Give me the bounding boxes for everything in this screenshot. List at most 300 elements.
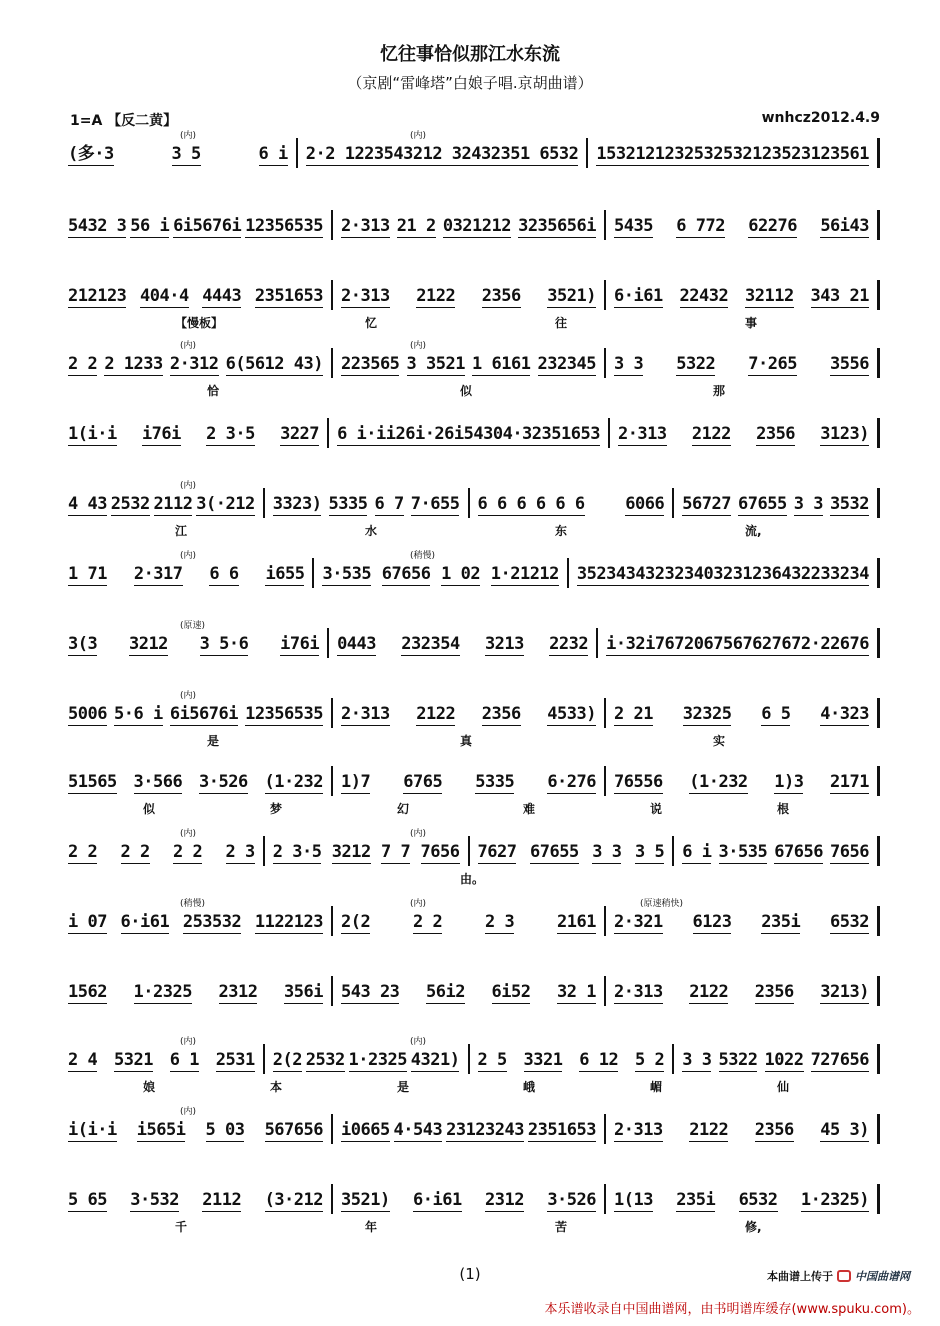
note-group: 4 43 bbox=[68, 494, 107, 514]
note-group: 2 3 bbox=[485, 912, 515, 932]
note-group: 51565 bbox=[68, 772, 117, 792]
note-group: 3(3 bbox=[68, 634, 98, 654]
note-group: 56i43 bbox=[820, 216, 869, 236]
lyric-char: 实 bbox=[713, 734, 726, 748]
lyric-char: 东 bbox=[555, 524, 568, 538]
barline bbox=[877, 348, 880, 378]
note-group: 543 23 bbox=[341, 982, 400, 1002]
lyric-char: 似 bbox=[143, 802, 156, 816]
lyric-char: 娘 bbox=[143, 1080, 156, 1094]
lyric-char: 梦 bbox=[270, 802, 283, 816]
note-group: 12356535 bbox=[245, 216, 323, 236]
lyric-char: 往 bbox=[555, 316, 568, 330]
measure bbox=[333, 700, 604, 726]
measure bbox=[265, 838, 468, 864]
score-line bbox=[60, 1046, 880, 1072]
measure bbox=[569, 560, 877, 586]
note-group: 2(2 bbox=[341, 912, 371, 932]
note-group: 5 65 bbox=[68, 1190, 107, 1210]
note-group: 2 1233 bbox=[104, 354, 163, 374]
note-group: 2356 bbox=[481, 286, 521, 306]
note-group: 3532 bbox=[830, 494, 869, 514]
score-line bbox=[60, 630, 880, 656]
lyric-char: 说 bbox=[650, 802, 663, 816]
lyric-char: 根 bbox=[777, 802, 790, 816]
lyric-line bbox=[60, 1078, 880, 1094]
note-group: 67656 bbox=[774, 842, 823, 862]
performance-annotation: (内) bbox=[180, 341, 197, 351]
lyric-char: 恰 bbox=[207, 384, 220, 398]
note-group: 2171 bbox=[830, 772, 869, 792]
note-group: 4321) bbox=[410, 1050, 460, 1070]
note-group: 67656 bbox=[381, 564, 431, 584]
note-group: 2122 bbox=[691, 424, 731, 444]
measure bbox=[674, 1046, 877, 1072]
lyric-char: 是 bbox=[207, 734, 220, 748]
note-group: 2·313 bbox=[617, 424, 667, 444]
note-group: 35234343 bbox=[576, 564, 655, 584]
measure bbox=[265, 1046, 468, 1072]
barline bbox=[877, 1184, 880, 1214]
note-group: 6532 bbox=[738, 1190, 778, 1210]
lyric-char: 江 bbox=[175, 524, 188, 538]
note-group: 32112 bbox=[745, 286, 794, 306]
barline bbox=[877, 210, 880, 240]
barline bbox=[877, 558, 880, 588]
note-group: 1 02 bbox=[441, 564, 481, 584]
note-group: 2312 bbox=[218, 982, 258, 1002]
note-group: 5322 bbox=[676, 354, 716, 374]
score-line bbox=[60, 768, 880, 794]
barline bbox=[877, 138, 880, 168]
measure bbox=[60, 420, 327, 446]
note-group: 2 2 bbox=[68, 842, 98, 862]
note-group: 6 6 6 6 6 6 bbox=[477, 494, 585, 514]
note-group: 3(·212 bbox=[196, 494, 255, 514]
measure bbox=[329, 630, 596, 656]
measure bbox=[333, 350, 604, 376]
measure bbox=[606, 212, 877, 238]
measure bbox=[606, 1116, 877, 1142]
lyric-line bbox=[60, 800, 880, 816]
note-group: 2·2 1 bbox=[305, 144, 355, 164]
lyric-char: 真 bbox=[460, 734, 473, 748]
score-line bbox=[60, 1186, 880, 1212]
note-group: 232345 bbox=[537, 354, 596, 374]
note-group: 672·22676 bbox=[781, 634, 870, 654]
note-group: 2312 bbox=[485, 1190, 524, 1210]
note-group: 6i5676i bbox=[169, 704, 238, 724]
page-number: (1) bbox=[459, 1265, 481, 1283]
note-group: i76i bbox=[141, 424, 181, 444]
note-group: 3235656i bbox=[518, 216, 596, 236]
note-group: 7·655 bbox=[410, 494, 460, 514]
note-group: 4·323 bbox=[820, 704, 869, 724]
note-group: 6066 bbox=[625, 494, 665, 514]
performance-annotation: (内) bbox=[410, 341, 427, 351]
note-group: 2·313 bbox=[614, 1120, 663, 1140]
note-group: 3213 bbox=[484, 634, 524, 654]
note-group: 3212 bbox=[128, 634, 168, 654]
score-line bbox=[60, 978, 880, 1004]
measure bbox=[333, 212, 604, 238]
note-group: 2122 bbox=[689, 1120, 729, 1140]
performance-annotation: (内) bbox=[180, 829, 197, 839]
measure bbox=[60, 630, 327, 656]
upload-label: 本曲谱上传于 bbox=[767, 1270, 833, 1283]
note-group: 2(2 bbox=[272, 1050, 302, 1070]
note-group: i 07 bbox=[68, 912, 107, 932]
note-group: 2 21 bbox=[614, 704, 653, 724]
note-group: 223565 bbox=[341, 354, 400, 374]
lyric-char: 【慢板】 bbox=[175, 316, 224, 330]
note-group: 5432 3 bbox=[68, 216, 127, 236]
note-group: 62276 bbox=[748, 216, 797, 236]
note-group: 3·535 bbox=[718, 842, 768, 862]
measure bbox=[606, 282, 877, 308]
measure bbox=[333, 1186, 604, 1212]
measure bbox=[588, 140, 877, 166]
measure bbox=[470, 838, 673, 864]
note-group: 3·526 bbox=[199, 772, 248, 792]
note-group: 1532 bbox=[596, 144, 636, 164]
note-group: 2·313 bbox=[614, 982, 663, 1002]
lyric-char: 是 bbox=[397, 1080, 410, 1094]
measure bbox=[333, 1116, 604, 1142]
score-line bbox=[60, 838, 880, 864]
score-line bbox=[60, 282, 880, 308]
note-group: 3 5 bbox=[635, 842, 665, 862]
measure bbox=[606, 978, 877, 1004]
site-logo-text: 中国曲谱网 bbox=[855, 1270, 910, 1283]
source-note: 本乐谱收录自中国曲谱网，由书明谱库缓存(www.spuku.com)。 bbox=[544, 1302, 920, 1317]
note-group: 253532 bbox=[182, 912, 242, 932]
note-group: (3·212 bbox=[264, 1190, 323, 1210]
note-group: 2 3 bbox=[225, 842, 255, 862]
note-group: 2·317 bbox=[133, 564, 183, 584]
note-group: 2112 bbox=[202, 1190, 242, 1210]
note-group: 567656 bbox=[264, 1120, 323, 1140]
score-line bbox=[60, 560, 880, 586]
note-group: 3 3521 bbox=[406, 354, 465, 374]
performance-annotation: (原速稍快) bbox=[640, 899, 684, 909]
barline bbox=[877, 976, 880, 1006]
lyric-line bbox=[60, 314, 880, 330]
measure bbox=[598, 630, 877, 656]
note-group: 32 1 bbox=[557, 982, 596, 1002]
note-group: (1·232 bbox=[264, 772, 323, 792]
note-group: 23123243 bbox=[446, 1120, 524, 1140]
note-group: 2351 6532 bbox=[490, 144, 579, 164]
score-line bbox=[60, 350, 880, 376]
score-line bbox=[60, 908, 880, 934]
note-group: 2233234 bbox=[800, 564, 869, 584]
barline bbox=[877, 698, 880, 728]
note-group: 12123253 bbox=[635, 144, 714, 164]
performance-annotation: (原速) bbox=[180, 621, 206, 631]
note-group: 4533) bbox=[547, 704, 596, 724]
note-group: 5·6 i bbox=[114, 704, 163, 724]
note-group: 56i2 bbox=[425, 982, 465, 1002]
score-line bbox=[60, 212, 880, 238]
note-group: 5335 bbox=[475, 772, 515, 792]
note-group: 2·321 bbox=[614, 912, 663, 932]
note-group: i565i bbox=[136, 1120, 186, 1140]
performance-annotation: (内) bbox=[180, 481, 197, 491]
note-group: 5321 bbox=[114, 1050, 153, 1070]
measure bbox=[60, 140, 296, 166]
performance-annotation: (内) bbox=[410, 1037, 427, 1047]
note-group: 3 3 bbox=[614, 354, 644, 374]
note-group: 5 2 bbox=[635, 1050, 665, 1070]
note-group: 6123 bbox=[692, 912, 732, 932]
barline bbox=[877, 1044, 880, 1074]
measure bbox=[60, 560, 312, 586]
measure bbox=[333, 768, 604, 794]
note-group: 235i bbox=[676, 1190, 716, 1210]
note-group: 67655 bbox=[530, 842, 579, 862]
measure bbox=[606, 908, 877, 934]
lyric-char: 本 bbox=[270, 1080, 283, 1094]
score-line bbox=[60, 420, 880, 446]
note-group: 5 03 bbox=[205, 1120, 245, 1140]
note-group: 2 2 bbox=[68, 354, 98, 374]
measure bbox=[470, 1046, 673, 1072]
note-group: 7627 bbox=[477, 842, 517, 862]
lyric-char: 事 bbox=[745, 316, 758, 330]
measure bbox=[60, 212, 331, 238]
measure bbox=[329, 420, 608, 446]
score-line bbox=[60, 1116, 880, 1142]
note-group: 3212 bbox=[331, 842, 371, 862]
note-group: 2356 bbox=[756, 424, 796, 444]
lyric-char: 年 bbox=[365, 1220, 378, 1234]
measure bbox=[60, 1186, 331, 1212]
note-group: i655 bbox=[265, 564, 305, 584]
note-group: 56727 bbox=[682, 494, 731, 514]
note-group: 5335 bbox=[328, 494, 368, 514]
measure bbox=[60, 838, 263, 864]
note-group: 6532 bbox=[830, 912, 869, 932]
measure bbox=[60, 1116, 331, 1142]
score-title: 忆往事恰似那江水东流 bbox=[380, 44, 560, 65]
note-group: 1)3 bbox=[774, 772, 804, 792]
note-group: 32325 bbox=[682, 704, 732, 724]
note-group: 2 2 bbox=[413, 912, 443, 932]
note-group: 6·i61 bbox=[413, 1190, 462, 1210]
note-group: 3 3 bbox=[592, 842, 622, 862]
note-group: 5435 bbox=[614, 216, 653, 236]
note-group: 3·535 bbox=[322, 564, 372, 584]
performance-annotation: (稍慢) bbox=[180, 899, 206, 909]
note-group: 2122 bbox=[416, 704, 456, 724]
note-group: 1·2325) bbox=[800, 1190, 869, 1210]
lyric-char: 难 bbox=[523, 802, 536, 816]
note-group: 2 4 bbox=[68, 1050, 98, 1070]
measure bbox=[470, 490, 673, 516]
note-group: 4·543 bbox=[393, 1120, 443, 1140]
note-group: 1562 bbox=[68, 982, 107, 1002]
note-group: 0321212 bbox=[442, 216, 511, 236]
performance-annotation: (内) bbox=[410, 829, 427, 839]
note-group: 56 i bbox=[130, 216, 170, 236]
note-group: 2122 bbox=[689, 982, 729, 1002]
note-group: 3521) bbox=[547, 286, 596, 306]
measure bbox=[60, 768, 331, 794]
measure bbox=[610, 420, 877, 446]
note-group: 6 1 bbox=[169, 1050, 199, 1070]
note-group: 3 3 bbox=[682, 1050, 712, 1070]
note-group: 3227 bbox=[280, 424, 320, 444]
measure bbox=[60, 282, 331, 308]
author-date: wnhcz2012.4.9 bbox=[761, 110, 880, 126]
note-group: 3 3 bbox=[793, 494, 823, 514]
note-group: 6 i bbox=[258, 144, 288, 164]
note-group: 6i·26i54 bbox=[405, 424, 484, 444]
lyric-char: 峨 bbox=[523, 1080, 536, 1094]
lyric-char: 千 bbox=[175, 1220, 188, 1234]
note-group: 3323) bbox=[272, 494, 322, 514]
note-group: 6765 bbox=[403, 772, 443, 792]
note-group: 3 5·6 bbox=[199, 634, 249, 654]
note-group: 22354 bbox=[354, 144, 404, 164]
note-group: 6 5 bbox=[761, 704, 791, 724]
note-group: 3·526 bbox=[547, 1190, 596, 1210]
note-group: 404·4 bbox=[140, 286, 189, 306]
note-group: 1(i·i bbox=[68, 424, 117, 444]
note-group: 1)7 bbox=[341, 772, 371, 792]
note-group: 6·i61 bbox=[614, 286, 663, 306]
measure bbox=[606, 700, 877, 726]
performance-annotation: (稍慢) bbox=[410, 551, 436, 561]
note-group: 7·265 bbox=[748, 354, 797, 374]
note-group: 6 7 bbox=[374, 494, 404, 514]
note-group: 3213) bbox=[820, 982, 869, 1002]
note-group: 5006 bbox=[68, 704, 107, 724]
note-group: 23123643 bbox=[722, 564, 801, 584]
note-group: 0443 bbox=[337, 634, 377, 654]
lyric-char: 流, bbox=[745, 524, 762, 538]
note-group: 6 i bbox=[682, 842, 712, 862]
note-group: 3·532 bbox=[130, 1190, 179, 1210]
note-group: 25321235 bbox=[713, 144, 792, 164]
score-subtitle: （京剧“雷峰塔”白娘子唱.京胡曲谱） bbox=[347, 74, 593, 92]
note-group: 6 772 bbox=[676, 216, 725, 236]
note-group: 2351653 bbox=[254, 286, 323, 306]
measure bbox=[60, 978, 331, 1004]
note-group: 4443 bbox=[202, 286, 242, 306]
measure bbox=[298, 140, 587, 166]
lyric-char: 似 bbox=[460, 384, 473, 398]
performance-annotation: (内) bbox=[180, 1037, 197, 1047]
lyric-line bbox=[60, 382, 880, 398]
note-group: 2532 bbox=[110, 494, 150, 514]
measure bbox=[60, 908, 331, 934]
note-group: 1·2325 bbox=[133, 982, 192, 1002]
barline bbox=[877, 488, 880, 518]
note-group: 12356535 bbox=[245, 704, 323, 724]
measure bbox=[60, 1046, 263, 1072]
note-group: 67567627 bbox=[703, 634, 782, 654]
barline bbox=[877, 280, 880, 310]
note-group: 2323403 bbox=[654, 564, 723, 584]
note-group: i76i bbox=[280, 634, 320, 654]
lyric-char: 苦 bbox=[555, 1220, 568, 1234]
note-group: 6i5676i bbox=[173, 216, 242, 236]
measure bbox=[265, 490, 468, 516]
note-group: 1·21212 bbox=[490, 564, 559, 584]
measure bbox=[333, 978, 604, 1004]
performance-annotation: (内) bbox=[180, 691, 197, 701]
lyric-char: 水 bbox=[365, 524, 378, 538]
note-group: 2356 bbox=[481, 704, 521, 724]
note-group: 232354 bbox=[401, 634, 460, 654]
measure bbox=[674, 490, 877, 516]
note-group: 1022 bbox=[764, 1050, 804, 1070]
note-group: i·32i bbox=[606, 634, 655, 654]
note-group: 3556 bbox=[830, 354, 869, 374]
note-group: 7656 bbox=[420, 842, 460, 862]
lyric-line bbox=[60, 522, 880, 538]
note-group: 3321 bbox=[523, 1050, 563, 1070]
measure bbox=[333, 908, 604, 934]
note-group: 343 21 bbox=[810, 286, 869, 306]
lyric-char: 忆 bbox=[365, 316, 378, 330]
note-group: 212123 bbox=[68, 286, 127, 306]
note-group: 2351653 bbox=[531, 424, 600, 444]
lyric-char: 嵋 bbox=[650, 1080, 663, 1094]
measure bbox=[60, 490, 263, 516]
note-group: 2·313 bbox=[341, 216, 390, 236]
note-group: 45 3) bbox=[820, 1120, 869, 1140]
note-group: 22432 bbox=[679, 286, 729, 306]
measure bbox=[333, 282, 604, 308]
score-line bbox=[60, 490, 880, 516]
note-group: i0665 bbox=[341, 1120, 390, 1140]
score-line bbox=[60, 700, 880, 726]
note-group: 6 i·ii2 bbox=[337, 424, 406, 444]
note-group: 3 5 bbox=[171, 144, 201, 164]
barline bbox=[877, 418, 880, 448]
note-group: 67655 bbox=[738, 494, 787, 514]
note-group: 6i52 bbox=[491, 982, 531, 1002]
measure bbox=[606, 350, 877, 376]
lyric-line bbox=[60, 1218, 880, 1234]
note-group: 2531 bbox=[215, 1050, 255, 1070]
note-group: 3·566 bbox=[133, 772, 183, 792]
note-group: 2232 bbox=[549, 634, 589, 654]
measure bbox=[314, 560, 566, 586]
note-group: 5322 bbox=[718, 1050, 758, 1070]
performance-annotation: (内) bbox=[180, 551, 197, 561]
measure bbox=[674, 838, 877, 864]
note-group: 727656 bbox=[810, 1050, 869, 1070]
lyric-char: 由。 bbox=[460, 872, 485, 886]
note-group: 7 7 bbox=[381, 842, 411, 862]
note-group: 2·313 bbox=[341, 286, 390, 306]
note-group: 1·2325 bbox=[348, 1050, 407, 1070]
note-group: 2112 bbox=[153, 494, 193, 514]
note-group: 1 71 bbox=[68, 564, 107, 584]
note-group: (多·3 bbox=[68, 144, 114, 164]
barline bbox=[877, 836, 880, 866]
note-group: 6(5612 43) bbox=[225, 354, 323, 374]
note-group: 2 2 bbox=[120, 842, 150, 862]
note-group: 21 2 bbox=[396, 216, 436, 236]
note-group: 2356 bbox=[754, 982, 794, 1002]
note-group: 2 2 bbox=[173, 842, 203, 862]
note-group: 2·313 bbox=[341, 704, 390, 724]
